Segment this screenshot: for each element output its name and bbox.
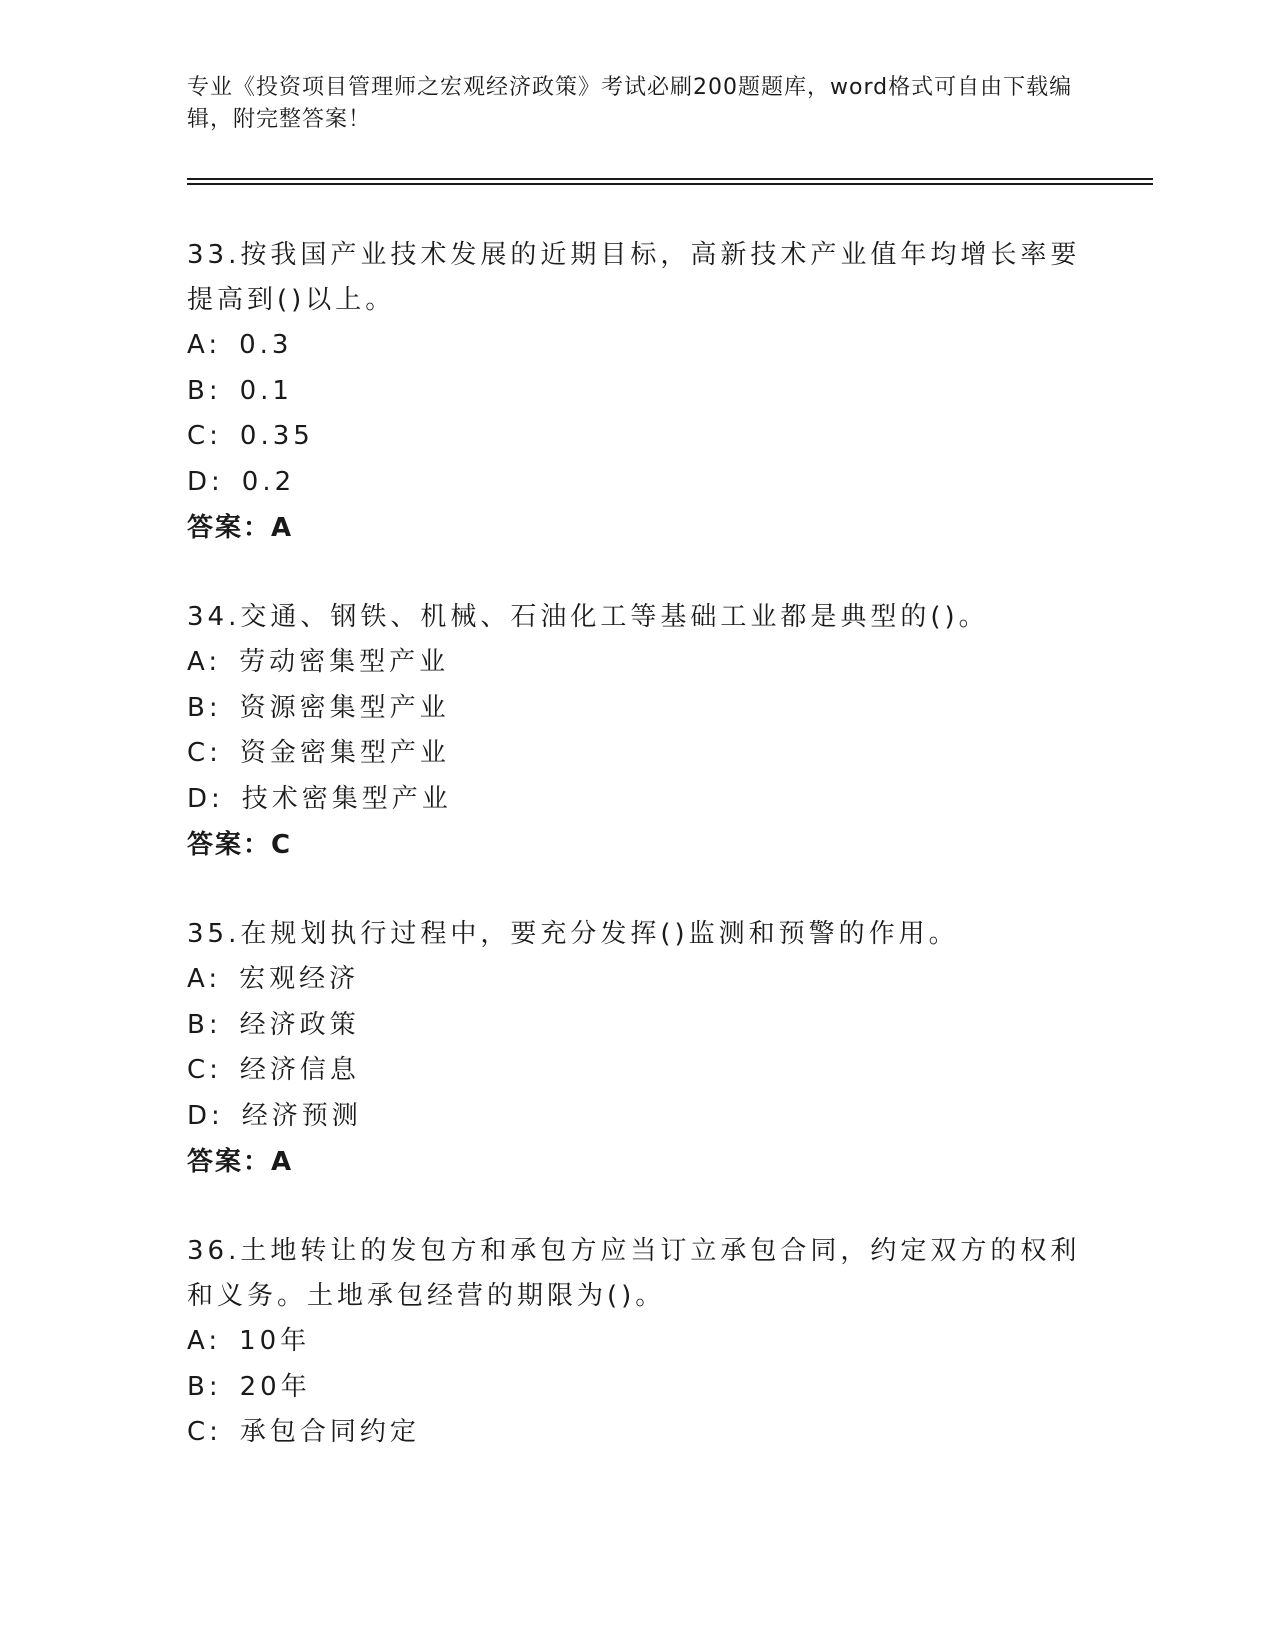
option-text: 资金密集型产业 — [239, 738, 450, 768]
option-text: 技术密集型产业 — [241, 783, 452, 814]
option-a — [187, 323, 1087, 369]
option-text: 20年 — [239, 1371, 311, 1402]
option-a — [187, 1319, 1087, 1365]
option-d — [187, 460, 1087, 506]
option-key: B: — [187, 1371, 222, 1402]
option-c — [187, 731, 1087, 777]
question-stem: 33.按我国产业技术发展的近期目标，高新技术产业值年均增长率要提高到()以上。 — [187, 240, 1081, 315]
option-text: 10年 — [239, 1326, 311, 1356]
answer-label: 答案：A — [187, 1147, 294, 1177]
question-stem: 35.在规划执行过程中，要充分发挥()监测和预警的作用。 — [187, 919, 959, 949]
option-key: A: — [187, 330, 222, 360]
option-b — [187, 1003, 1087, 1049]
question-33 — [187, 233, 1087, 551]
option-a — [187, 957, 1087, 1003]
option-key: D: — [187, 783, 224, 814]
option-key: B: — [187, 375, 222, 406]
question-stem: 36.土地转让的发包方和承包方应当订立承包合同，约定双方的权利和义务。土地承包经营的期限为()。 — [187, 1236, 1081, 1311]
option-key: D: — [187, 1100, 224, 1131]
option-key: A: — [187, 1326, 222, 1356]
option-text: 0.3 — [239, 330, 293, 360]
question-35 — [187, 912, 1087, 1185]
option-key: C: — [187, 1055, 222, 1085]
option-text: 经济信息 — [239, 1055, 360, 1085]
option-text: 0.35 — [239, 421, 314, 451]
document-header: 专业《投资项目管理师之宏观经济政策》考试必刷200题题库，word格式可自由下载编辑，附完整答案！ — [187, 75, 1073, 132]
question-stem: 34.交通、钢铁、机械、石油化工等基础工业都是典型的()。 — [187, 602, 989, 632]
question-list — [187, 233, 1087, 1500]
answer-label: 答案：C — [187, 830, 293, 860]
option-key: C: — [187, 421, 222, 451]
option-key: A: — [187, 964, 222, 994]
option-c — [187, 414, 1087, 460]
header-divider-bottom — [187, 183, 1153, 185]
option-text: 经济预测 — [241, 1100, 362, 1131]
option-text: 0.1 — [239, 375, 293, 406]
question-34 — [187, 595, 1087, 868]
option-text: 0.2 — [241, 466, 296, 497]
option-c — [187, 1410, 1087, 1456]
option-text: 资源密集型产业 — [239, 692, 450, 723]
option-key: C: — [187, 1417, 222, 1447]
option-key: C: — [187, 738, 222, 768]
option-b — [187, 1365, 1087, 1411]
option-key: B: — [187, 692, 222, 723]
question-36 — [187, 1229, 1087, 1456]
option-key: A: — [187, 647, 222, 677]
option-d — [187, 1094, 1087, 1140]
option-b — [187, 369, 1087, 415]
option-b — [187, 686, 1087, 732]
option-text: 劳动密集型产业 — [239, 647, 450, 677]
option-a — [187, 640, 1087, 686]
option-c — [187, 1048, 1087, 1094]
option-key: B: — [187, 1009, 222, 1040]
option-d — [187, 777, 1087, 823]
header-divider-top — [187, 178, 1153, 180]
answer-label: 答案：A — [187, 513, 294, 543]
option-text: 承包合同约定 — [239, 1417, 420, 1447]
option-key: D: — [187, 466, 224, 497]
option-text: 经济政策 — [239, 1009, 360, 1040]
option-text: 宏观经济 — [239, 964, 360, 994]
